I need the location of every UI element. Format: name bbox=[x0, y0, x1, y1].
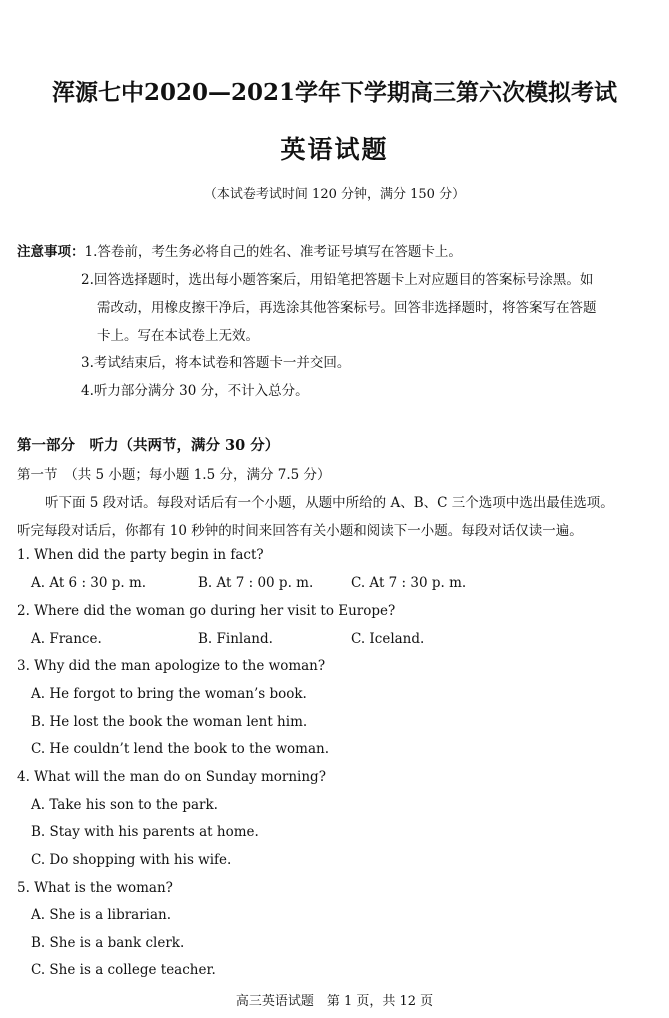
page-footer: 高三英语试题 第 1 页，共 12 页 bbox=[235, 994, 434, 1009]
question-2-option-a: A. France. bbox=[31, 631, 102, 647]
question-4-option-a: A. Take his son to the park. bbox=[31, 797, 218, 813]
notes-label: 注意事项： bbox=[17, 244, 85, 260]
notes-item-3: 3.考试结束后，将本试卷和答题卡一并交回。 bbox=[81, 355, 351, 371]
question-3-option-c: C. He couldn’t lend the book to the woman. bbox=[31, 741, 329, 757]
question-2: 2. Where did the woman go during her visit to Europe? bbox=[17, 603, 396, 619]
question-1: 1. When did the party begin in fact? bbox=[17, 547, 264, 563]
question-4-option-c: C. Do shopping with his wife. bbox=[31, 852, 232, 868]
question-5-option-b: B. She is a bank clerk. bbox=[31, 935, 185, 951]
question-5: 5. What is the woman? bbox=[17, 880, 173, 896]
question-2-option-b: B. Finland. bbox=[198, 631, 273, 647]
question-3: 3. Why did the man apologize to the woman? bbox=[17, 658, 326, 674]
notes-item-1: 1.答卷前，考生务必将自己的姓名、准考证号填写在答题卡上。 bbox=[84, 244, 462, 260]
notes-line-1 bbox=[17, 240, 462, 260]
exam-title: 浑源七中2020—2021学年下学期高三第六次模拟考试 bbox=[51, 79, 618, 106]
listening-instructions-1: 听下面 5 段对话。每段对话后有一个小题，从题中所给的 A、B、C 三个选项中选出最佳选项。 bbox=[45, 495, 614, 511]
question-1-option-b: B. At 7 : 00 p. m. bbox=[198, 575, 314, 591]
question-3-option-a: A. He forgot to bring the woman’s book. bbox=[31, 686, 307, 702]
question-4: 4. What will the man do on Sunday morning? bbox=[17, 769, 326, 785]
notes-item-2: 2.回答选择题时，选出每小题答案后，用铅笔把答题卡上对应题目的答案标号涂黑。如 bbox=[81, 272, 594, 288]
listening-instructions-2: 听完每段对话后，你都有 10 秒钟的时间来回答有关小题和阅读下一小题。每段对话仅读一遍。 bbox=[17, 523, 583, 539]
notes-item-2-cont-1: 需改动，用橡皮擦干净后，再选涂其他答案标号。回答非选择题时，将答案写在答题 bbox=[97, 300, 597, 316]
question-5-option-a: A. She is a librarian. bbox=[31, 907, 172, 923]
question-1-option-a: A. At 6 : 30 p. m. bbox=[31, 575, 147, 591]
exam-subtitle: 英语试题 bbox=[280, 135, 389, 164]
question-3-option-b: B. He lost the book the woman lent him. bbox=[31, 714, 308, 730]
section1-heading: 第一节 （共 5 小题；每小题 1.5 分，满分 7.5 分） bbox=[17, 467, 331, 483]
part1-heading: 第一部分 听力（共两节，满分 30 分） bbox=[17, 437, 280, 454]
question-2-option-c: C. Iceland. bbox=[351, 631, 425, 647]
notes-item-4: 4.听力部分满分 30 分，不计入总分。 bbox=[81, 383, 309, 399]
question-1-option-c: C. At 7 : 30 p. m. bbox=[351, 575, 467, 591]
exam-time-note: （本试卷考试时间 120 分钟，满分 150 分） bbox=[203, 187, 466, 202]
question-5-option-c: C. She is a college teacher. bbox=[31, 962, 216, 978]
question-4-option-b: B. Stay with his parents at home. bbox=[31, 824, 259, 840]
notes-item-2-cont-2: 卡上。写在本试卷上无效。 bbox=[97, 328, 259, 344]
